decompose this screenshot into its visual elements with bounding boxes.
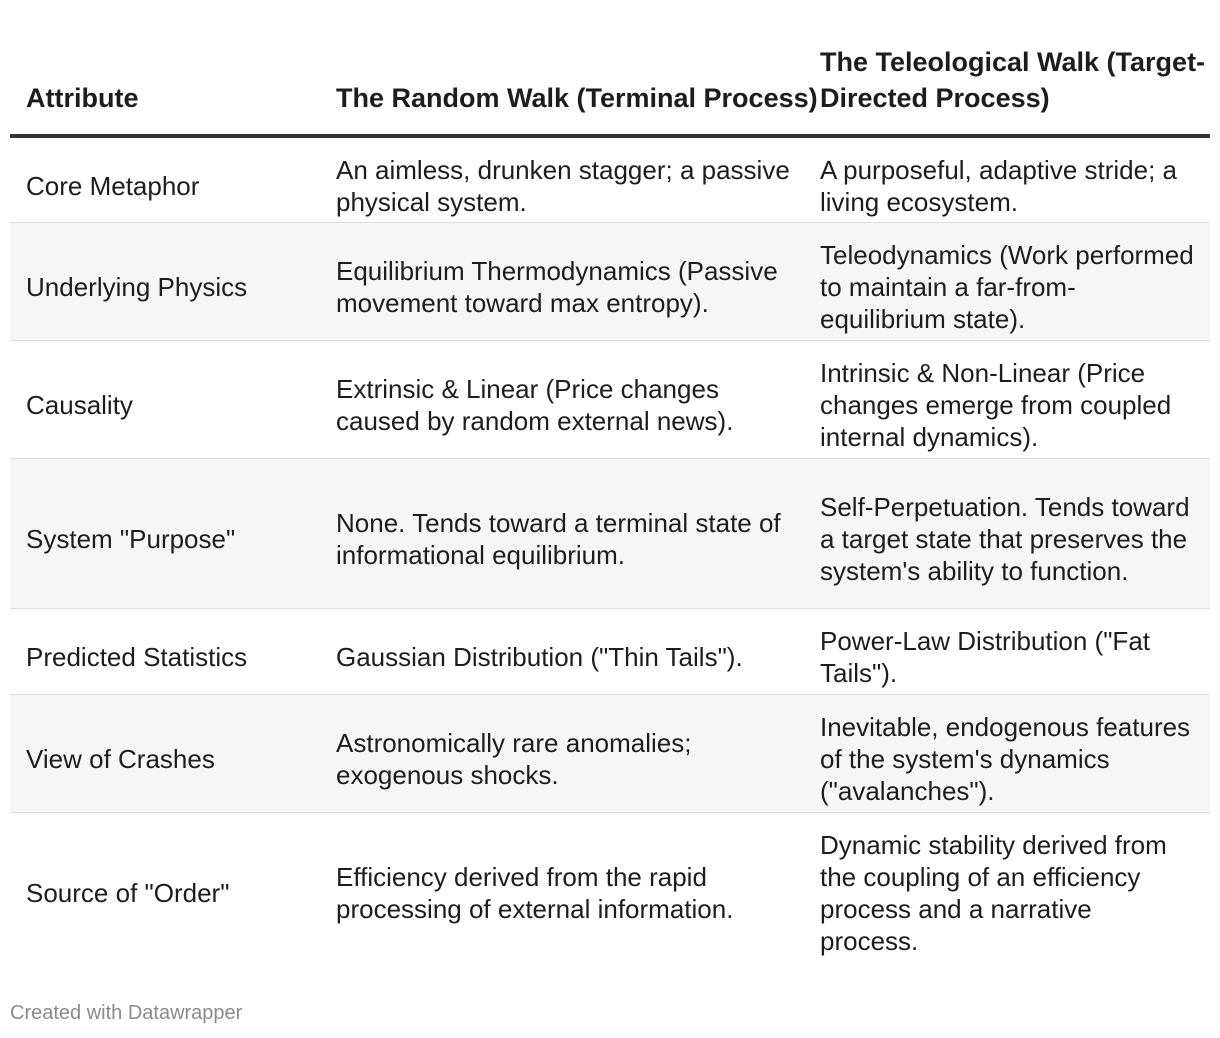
- cell-attribute: Predicted Statistics: [10, 608, 336, 694]
- cell-attribute: System "Purpose": [10, 458, 336, 608]
- cell-attribute: Causality: [10, 340, 336, 458]
- cell-random-walk: Efficiency derived from the rapid processing of external information.: [336, 862, 734, 925]
- cell-attribute: Core Metaphor: [10, 136, 336, 222]
- table-row: [10, 694, 1210, 812]
- cell-teleological-walk: Intrinsic & Non-Linear (Price changes emerge from coupled internal dynamics).: [820, 340, 1210, 458]
- cell-attribute: Underlying Physics: [10, 222, 336, 340]
- cell-teleological-walk: Dynamic stability derived from the coupling of an efficiency process and a narrative process.: [820, 830, 1167, 957]
- cell-random-walk: Extrinsic & Linear (Price changes caused by random external news).: [336, 340, 820, 458]
- table-row: [10, 458, 1210, 608]
- table-body: [10, 136, 1210, 962]
- table-row: [10, 812, 1210, 962]
- cell-attribute: Source of "Order": [26, 878, 230, 909]
- header-attribute: Attribute: [10, 44, 336, 136]
- cell-teleological-walk: A purposeful, adaptive stride; a living ecosystem.: [820, 136, 1210, 222]
- table-row: [10, 340, 1210, 458]
- header-row: [10, 44, 1210, 136]
- comparison-table-container: [10, 44, 1210, 962]
- cell-random-walk: An aimless, drunken stagger; a passive physical system.: [336, 136, 820, 222]
- cell-random-walk: Equilibrium Thermodynamics (Passive movement toward max entropy).: [336, 222, 820, 340]
- cell-teleological-walk: Inevitable, endogenous features of the system's dynamics ("avalanches").: [820, 694, 1210, 812]
- cell-teleological-walk: Self-Perpetuation. Tends toward a target state that preserves the system's ability to function.: [820, 458, 1210, 608]
- cell-random-walk: Gaussian Distribution ("Thin Tails").: [336, 608, 820, 694]
- cell-random-walk: None. Tends toward a terminal state of informational equilibrium.: [336, 458, 820, 608]
- comparison-table: [10, 44, 1210, 962]
- cell-teleological-walk: Teleodynamics (Work performed to maintain a far-from-equilibrium state).: [820, 222, 1210, 340]
- header-random-walk: The Random Walk (Terminal Process): [336, 44, 820, 136]
- table-header: [10, 44, 1210, 136]
- table-row: [10, 222, 1210, 340]
- header-teleological-walk: The Teleological Walk (Target-Directed Process): [820, 44, 1210, 136]
- datawrapper-credit[interactable]: Created with Datawrapper: [10, 1002, 243, 1024]
- table-row: [10, 608, 1210, 694]
- cell-random-walk: Astronomically rare anomalies; exogenous shocks.: [336, 694, 820, 812]
- cell-attribute: View of Crashes: [10, 694, 336, 812]
- cell-teleological-walk: Power-Law Distribution ("Fat Tails").: [820, 608, 1210, 694]
- table-row: [10, 136, 1210, 222]
